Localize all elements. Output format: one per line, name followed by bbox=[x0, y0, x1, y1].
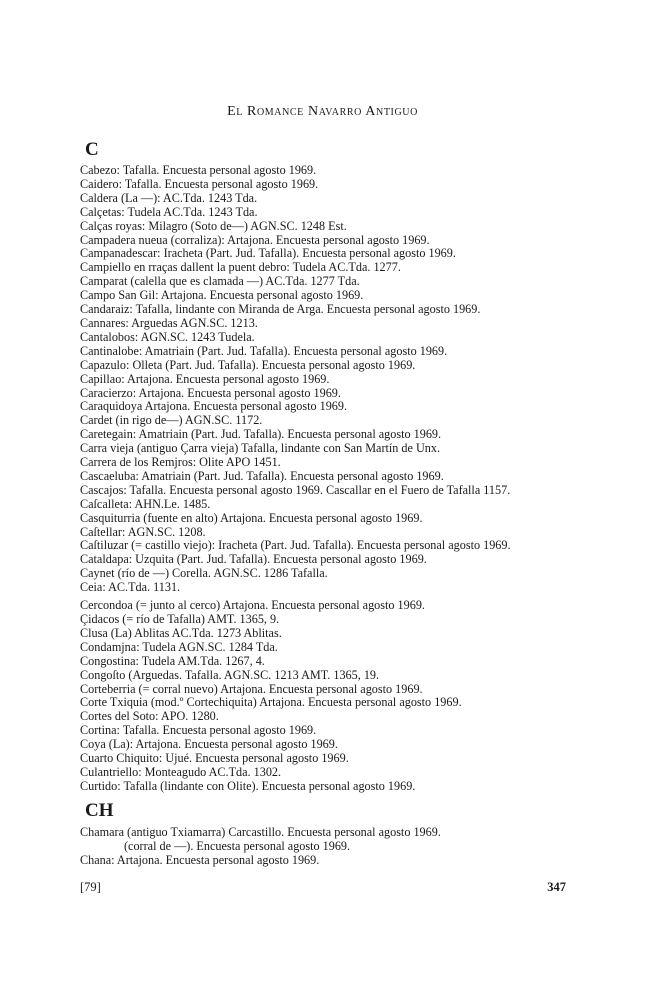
entry: (corral de —). Encuesta personal agosto 1969. bbox=[124, 838, 351, 853]
entry: Cantinalobe: Amatriain (Part. Jud. Tafalla). Encuesta personal agosto 1969. bbox=[80, 343, 448, 358]
entry: Caracierzo: Artajona. Encuesta personal agosto 1969. bbox=[80, 385, 341, 400]
entry: Ceia: AC.Tda. 1131. bbox=[80, 580, 181, 595]
entry: Cabezo: Tafalla. Encuesta personal agosto 1969. bbox=[80, 163, 317, 177]
entry: Cardet (in rigo de—) AGN.SC. 1172. bbox=[80, 413, 263, 428]
entry: Cascaeluba: Amatriain (Part. Jud. Tafalla). Encuesta personal agosto 1969. bbox=[80, 468, 444, 483]
entry: Corteberria (= corral nuevo) Artajona. Encuesta personal agosto 1969. bbox=[80, 681, 423, 696]
entry: Corte Txiquia (mod.º Cortechiquita) Artajona. Encuesta personal agosto 1969. bbox=[80, 695, 462, 710]
entry: Candaraiz: Tafalla, lindante con Miranda de Arga. Encuesta personal agosto 1969. bbox=[80, 302, 481, 317]
entry: Curtido: Tafalla (lindante con Olite). Encuesta personal agosto 1969. bbox=[80, 778, 416, 793]
entry: Capillao: Artajona. Encuesta personal agosto 1969. bbox=[80, 371, 330, 386]
entry: Coya (La): Artajona. Encuesta personal agosto 1969. bbox=[80, 737, 338, 752]
entry: Caraquidoya Artajona. Encuesta personal agosto 1969. bbox=[80, 399, 348, 414]
entry: Cercondoa (= junto al cerco) Artajona. Encuesta personal agosto 1969. bbox=[80, 598, 425, 613]
entry: Campiello en rraças dallent la puent debro: Tudela AC.Tda. 1277. bbox=[80, 260, 401, 275]
entry: Çidacos (= río de Tafalla) AMT. 1365, 9. bbox=[80, 612, 280, 626]
entry: Cannares: Arguedas AGN.SC. 1213. bbox=[80, 315, 258, 330]
entry: Clusa (La) Ablitas AC.Tda. 1273 Ablitas. bbox=[80, 625, 282, 640]
entry-list-ch bbox=[80, 826, 580, 868]
entry: Cortes del Soto: APO. 1280. bbox=[80, 709, 219, 724]
entry: Campadera nueua (corraliza): Artajona. Encuesta personal agosto 1969. bbox=[80, 232, 430, 247]
entry: Cortina: Tafalla. Encuesta personal agosto 1969. bbox=[80, 723, 317, 738]
entry: Camparat (calella que es clamada —) AC.Tda. 1277 Tda. bbox=[80, 274, 360, 289]
entry: Congostina: Tudela AM.Tda. 1267, 4. bbox=[80, 653, 265, 668]
entry: Cataldapa: Uzquita (Part. Jud. Tafalla). Encuesta personal agosto 1969. bbox=[80, 552, 427, 567]
entry: Culantriello: Monteagudo AC.Tda. 1302. bbox=[80, 764, 282, 779]
entry-list-c bbox=[80, 164, 580, 794]
entry: Campanadescar: Iracheta (Part. Jud. Tafalla). Encuesta personal agosto 1969. bbox=[80, 246, 456, 261]
entry: Caſtellar: AGN.SC. 1208. bbox=[80, 524, 206, 539]
entry: Chana: Artajona. Encuesta personal agosto 1969. bbox=[80, 852, 320, 867]
entry: Caretegain: Amatriain (Part. Jud. Tafalla). Encuesta personal agosto 1969. bbox=[80, 427, 442, 442]
entry: Caſtiluzar (= castillo viejo): Iracheta (Part. Jud. Tafalla). Encuesta personal agosto 1969. bbox=[80, 538, 511, 553]
entry: Caldera (La —): AC.Tda. 1243 Tda. bbox=[80, 190, 258, 205]
section-heading-ch: CH bbox=[85, 800, 114, 821]
entry: Cuarto Chiquito: Ujué. Encuesta personal agosto 1969. bbox=[80, 751, 349, 766]
entry: Caidero: Tafalla. Encuesta personal agosto 1969. bbox=[80, 176, 319, 191]
entry: Condamjna: Tudela AGN.SC. 1284 Tda. bbox=[80, 639, 278, 654]
entry: Campo San Gil: Artajona. Encuesta personal agosto 1969. bbox=[80, 288, 364, 303]
entry: Congoſto (Arguedas. Tafalla. AGN.SC. 1213 AMT. 1365, 19. bbox=[80, 667, 380, 682]
entry: Capazulo: Olleta (Part. Jud. Tafalla). Encuesta personal agosto 1969. bbox=[80, 357, 416, 372]
entry: Calças royas: Milagro (Soto de—) AGN.SC. 1248 Est. bbox=[80, 218, 347, 233]
entry: Caynet (río de —) Corella. AGN.SC. 1286 Tafalla. bbox=[80, 566, 328, 581]
section-heading-c: C bbox=[85, 139, 99, 160]
section-page-number: [79] bbox=[80, 880, 101, 894]
page-number: 347 bbox=[547, 880, 566, 894]
running-title: El Romance Navarro Antiguo bbox=[227, 104, 418, 119]
entry: Cantalobos: AGN.SC. 1243 Tudela. bbox=[80, 329, 255, 344]
entry: Cascajos: Tafalla. Encuesta personal agosto 1969. Cascallar en el Fuero de Tafalla 1157. bbox=[80, 482, 511, 497]
entry: Carra vieja (antiguo Çarra vieja) Tafalla, lindante con San Martín de Unx. bbox=[80, 441, 441, 456]
entry: Carrera de los Remjros: Olite APO 1451. bbox=[80, 455, 281, 470]
entry: Chamara (antiguo Txiamarra) Carcastillo. Encuesta personal agosto 1969. bbox=[80, 825, 441, 839]
entry: Caſcalleta: AHN.Le. 1485. bbox=[80, 496, 211, 511]
entry: Calçetas: Tudela AC.Tda. 1243 Tda. bbox=[80, 204, 258, 219]
entry: Casquiturria (fuente en alto) Artajona. Encuesta personal agosto 1969. bbox=[80, 510, 423, 525]
